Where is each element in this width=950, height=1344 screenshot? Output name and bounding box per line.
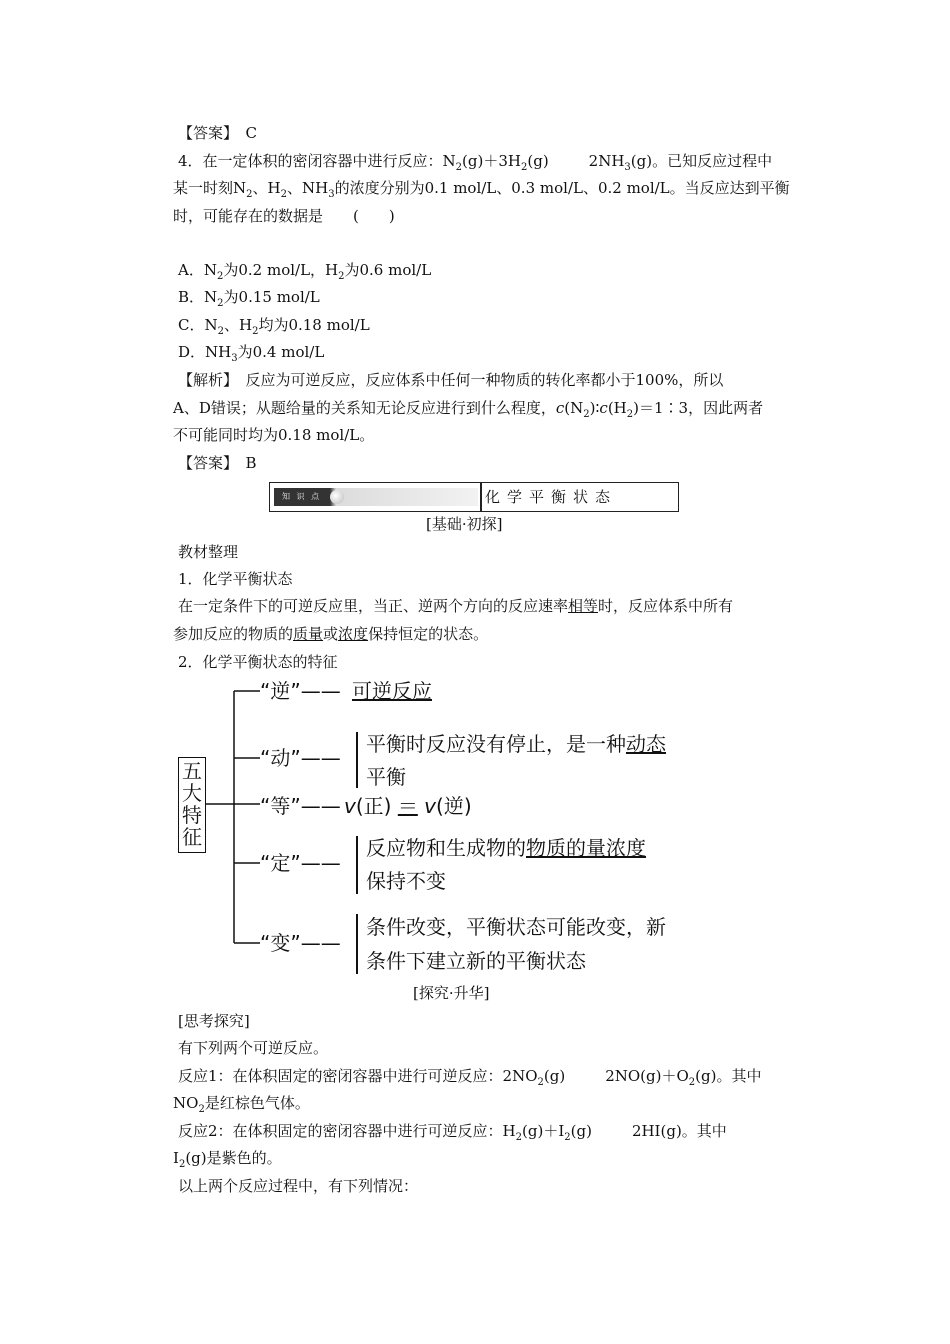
deng-text: (正) (355, 794, 392, 818)
q4-text: (g) (527, 152, 549, 170)
analysis-text: 反应为可逆反应，反应体系中任何一种物质的转化率都小于100%，所以 (230, 371, 724, 389)
reaction-text: (g) (543, 1067, 566, 1085)
analysis-line-3: 不可能同时均为0.18 mol/L。 (173, 426, 375, 444)
answer-label: 【答案】 (178, 124, 231, 142)
q4-text: (g)。已知反应过程中 (630, 152, 773, 170)
box-char: 特 (182, 803, 202, 827)
feature-dong-text-1 (366, 731, 666, 757)
reaction-text: NO (173, 1094, 199, 1112)
option-d (178, 342, 324, 362)
deng-v: v (344, 794, 356, 818)
banner-title: 化学平衡状态 (485, 488, 618, 506)
analysis-text: A、D错误；从题给量的关系知无论反应进行到什么程度， (173, 399, 556, 417)
answer-label: 【答案】 (178, 454, 231, 472)
question-4-line-2 (173, 178, 790, 198)
analysis-text: (N (564, 399, 584, 417)
reaction-text: (g)是紫色的。 (185, 1149, 282, 1167)
subscript: 3 (231, 353, 238, 364)
q4-text: 、H (252, 179, 281, 197)
option-text: 为0.15 mol/L (223, 288, 320, 306)
reaction-text: 是红棕色气体。 (204, 1094, 310, 1112)
reaction-text: 反应1：在体积固定的密闭容器中进行可逆反应：2NO (178, 1067, 538, 1085)
feature-ding-label: “定”—— (260, 851, 341, 875)
bracket-bar (356, 836, 358, 894)
subscript: 3 (624, 162, 631, 173)
q4-text: 的浓度分别为0.1 mol/L、0.3 mol/L、0.2 mol/L。当反应达到平衡 (334, 179, 790, 197)
option-c (178, 315, 370, 335)
reaction-2-line-2 (173, 1148, 282, 1168)
subscript: 2 (252, 326, 259, 337)
subscript: 2 (626, 409, 634, 420)
bracket-bar (356, 914, 358, 974)
definition-line-2 (173, 624, 488, 644)
think-last: 以上两个反应过程中，有下列情况： (178, 1177, 419, 1195)
banner-divider (480, 483, 482, 511)
option-text: B．N (178, 288, 218, 306)
analysis-text: )∶ (589, 399, 600, 417)
think-heading: [思考探究] (178, 1012, 250, 1030)
subscript: 2 (520, 162, 528, 173)
section-h2: 2．化学平衡状态的特征 (178, 653, 338, 671)
def-text: 参加反应的物质的 (173, 625, 294, 643)
q4-text: 某一时刻N (173, 179, 247, 197)
analysis-text: c (555, 399, 565, 417)
q4-text: 4．在一定体积的密闭容器中进行反应：N (178, 152, 456, 170)
q4-text: 、NH (286, 179, 329, 197)
ding-underlined: 物质的量浓度 (526, 836, 646, 860)
answer-line-b (178, 453, 257, 473)
subscript: 2 (178, 1159, 186, 1170)
def-text: 时，反应体系中所有 (598, 597, 734, 615)
def-text: 或 (323, 625, 339, 643)
banner-knob-icon (330, 490, 344, 504)
feature-bian-text-2: 条件下建立新的平衡状态 (366, 949, 586, 973)
dong-underlined: 动态 (626, 732, 666, 756)
option-text: C．N (178, 316, 218, 334)
subscript: 2 (583, 409, 590, 420)
feature-deng-label: “等”—— (260, 794, 341, 818)
option-text: 为0.6 mol/L (344, 261, 432, 279)
box-char: 征 (182, 825, 202, 849)
subscript: 2 (217, 298, 224, 309)
banner-graphic-text: 知 识 点 (282, 492, 322, 501)
reaction-1-line-1 (178, 1066, 761, 1086)
subscript: 2 (217, 326, 224, 337)
label-basic: [基础·初探] (426, 515, 503, 533)
subscript: 2 (537, 1077, 544, 1088)
reaction-1-line-2 (173, 1093, 310, 1113)
analysis-line-1 (178, 370, 723, 390)
def-underlined: 浓度 (338, 625, 369, 643)
feature-ding-text-2: 保持不变 (366, 869, 446, 893)
answer-line-c (178, 123, 257, 143)
option-text: 、H (223, 316, 253, 334)
option-text: 为0.4 mol/L (237, 343, 325, 361)
def-underlined: 质量 (293, 625, 324, 643)
box-char: 大 (182, 781, 202, 805)
analysis-label: 【解析】 (178, 371, 231, 389)
subscript: 2 (564, 1132, 571, 1143)
subscript: 2 (198, 1104, 205, 1115)
subscript: 2 (688, 1077, 696, 1088)
option-b (178, 287, 320, 307)
def-text: 保持恒定的状态。 (368, 625, 489, 643)
feature-dong-label: “动”—— (260, 746, 341, 770)
think-intro: 有下列两个可逆反应。 (178, 1039, 329, 1057)
section-banner (269, 482, 679, 512)
deng-v: v (424, 794, 437, 818)
deng-text: (逆) (436, 794, 472, 818)
feature-ni-text: 可逆反应 (352, 679, 432, 703)
subscript: 2 (280, 189, 287, 200)
reaction-text: (g)。其中 (695, 1067, 762, 1085)
subscript: 2 (338, 271, 345, 282)
option-text: 为0.2 mol/L，H (223, 261, 339, 279)
feature-bian-text-1: 条件改变，平衡状态可能改变，新 (366, 915, 666, 939)
dong-text: 平衡时反应没有停止，是一种 (366, 732, 626, 756)
answer-value: C (245, 124, 258, 142)
question-4-line-3: 时，可能存在的数据是 ( ) (173, 207, 395, 225)
subscript: 3 (328, 189, 335, 200)
subscript: 2 (455, 162, 463, 173)
banner-graphic (274, 488, 478, 506)
subscript: 2 (216, 271, 224, 282)
ding-text: 反应物和生成物的 (366, 836, 526, 860)
feature-ding-text-1 (366, 835, 646, 861)
section-h1: 1．化学平衡状态 (178, 570, 293, 588)
analysis-text: )＝1∶3，因此两者 (633, 399, 764, 417)
option-text: A．N (178, 261, 217, 279)
bracket-bar (356, 732, 358, 788)
subscript: 2 (246, 189, 253, 200)
answer-value: B (245, 454, 257, 472)
option-text: 均为0.18 mol/L (258, 316, 370, 334)
reaction-text: (g) (570, 1122, 592, 1140)
reaction-text: (g)＋I (522, 1122, 565, 1140)
analysis-line-2 (173, 398, 763, 418)
deng-equals: ＝ (397, 794, 418, 818)
option-a (178, 260, 431, 280)
def-underlined: 相等 (568, 597, 599, 615)
analysis-text: (H (607, 399, 627, 417)
option-text: D．NH (178, 343, 232, 361)
feature-deng-text (344, 793, 472, 819)
box-char: 五 (182, 759, 202, 783)
subscript: 2 (515, 1132, 523, 1143)
definition-line-1 (178, 596, 733, 616)
reaction-text: 2NO(g)＋O (605, 1067, 689, 1085)
q4-text: 2NH (588, 152, 625, 170)
q4-text: (g)＋3H (462, 152, 521, 170)
five-features-box (178, 757, 206, 853)
feature-ni-label: “逆”—— (260, 679, 341, 703)
reaction-text: I (173, 1149, 179, 1167)
label-explore: [探究·升华] (413, 984, 490, 1002)
reaction-2-line-1 (178, 1121, 727, 1141)
def-text: 在一定条件下的可逆反应里，当正、逆两个方向的反应速率 (178, 597, 569, 615)
reaction-text: 2HI(g)。其中 (631, 1122, 727, 1140)
reaction-text: 反应2：在体积固定的密闭容器中进行可逆反应：H (178, 1122, 516, 1140)
question-4-line-1 (178, 151, 772, 171)
analysis-text: c (599, 399, 608, 417)
section-heading: 教材整理 (178, 543, 239, 561)
feature-dong-text-2: 平衡 (366, 765, 406, 789)
feature-bian-label: “变”—— (260, 931, 341, 955)
